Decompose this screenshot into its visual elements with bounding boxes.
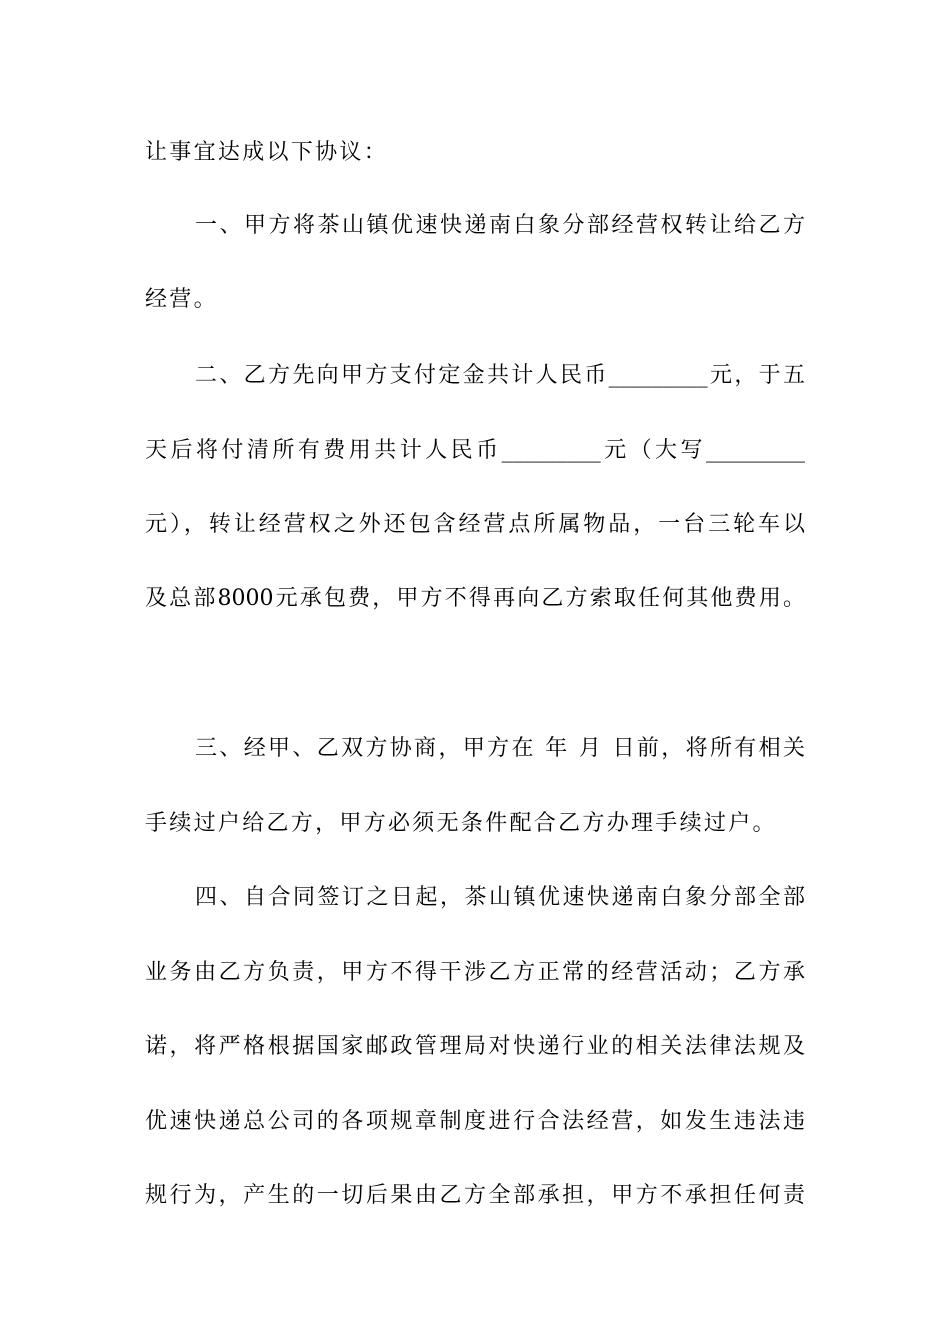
clause-4-line-4: 优速快递总公司的各项规章制度进行合法经营，如发生违法违 xyxy=(145,1109,805,1134)
text-line-1: 让事宜达成以下协议： xyxy=(145,140,389,165)
clause-4-line-2: 业务由乙方负责，甲方不得干涉乙方正常的经营活动；乙方承 xyxy=(145,960,805,985)
clause-2-line-1: 二、乙方先向甲方支付定金共计人民币_________元，于五 xyxy=(195,363,805,388)
clause-3-line-1: 三、经甲、乙双方协商，甲方在 年 月 日前，将所有相关 xyxy=(195,736,805,761)
clause-3-line-2: 手续过户给乙方，甲方必须无条件配合乙方办理手续过户。 xyxy=(145,811,777,836)
clause-2-line-4: 及总部8000元承包费，甲方不得再向乙方索取任何其他费用。 xyxy=(145,586,805,611)
clause-2-line-2: 天后将付清所有费用共计人民币_________元（大写_________ xyxy=(145,438,805,463)
clause-4-line-3: 诺，将严格根据国家邮政管理局对快递行业的相关法律法规及 xyxy=(145,1034,805,1059)
clause-1-line-2: 经营。 xyxy=(145,287,218,312)
clause-2-line-3: 元），转让经营权之外还包含经营点所属物品，一台三轮车以 xyxy=(145,512,805,537)
clause-4-line-1: 四、自合同签订之日起，茶山镇优速快递南白象分部全部 xyxy=(195,885,805,910)
clause-1-line-1: 一、甲方将茶山镇优速快递南白象分部经营权转让给乙方 xyxy=(195,213,805,238)
clause-4-line-5: 规行为，产生的一切后果由乙方全部承担，甲方不承担任何责 xyxy=(145,1183,805,1208)
